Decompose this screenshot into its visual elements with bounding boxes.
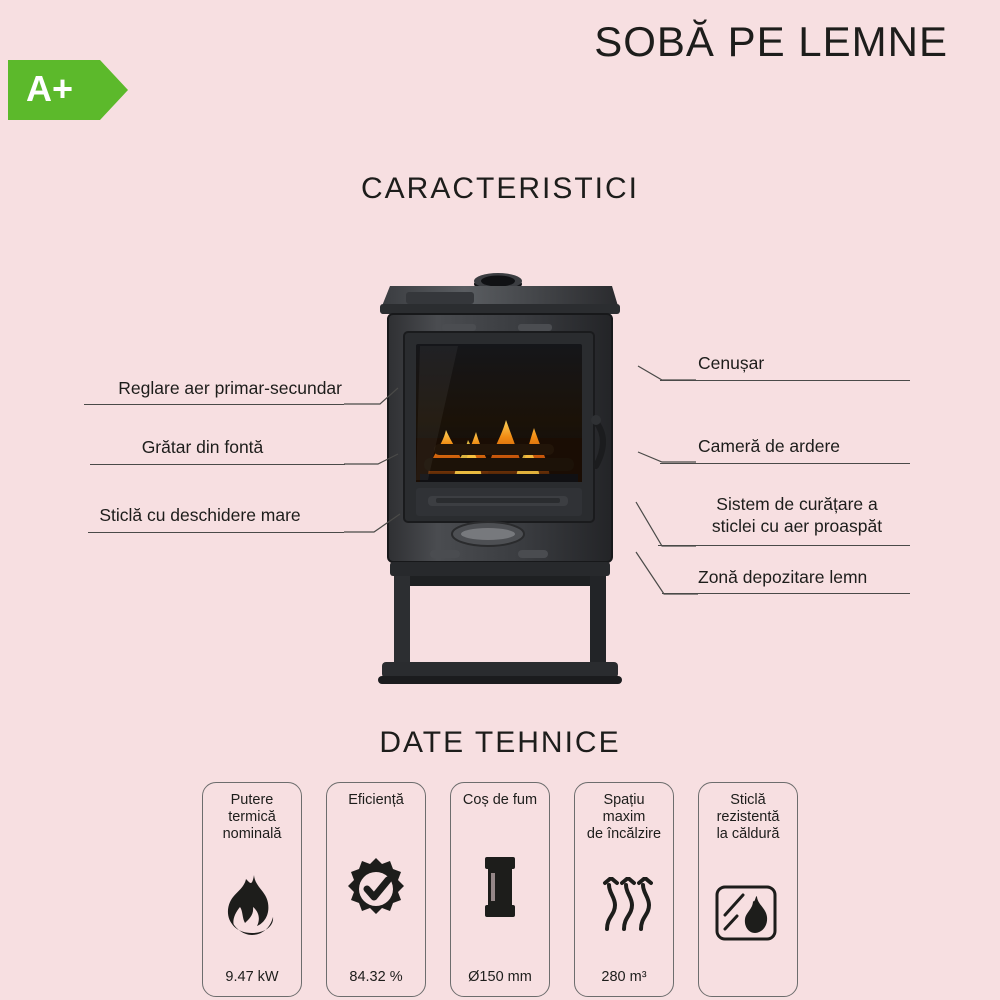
spec-volume-title-line1: Spațiu (603, 792, 645, 808)
spec-power-title (223, 792, 282, 843)
spec-volume-title (587, 792, 661, 843)
callout-left-3: Sticlă cu deschidere mare (99, 505, 301, 525)
callout-left-3-rule (88, 532, 344, 533)
callout-left-2: Grătar din fontă (141, 437, 264, 457)
spec-power-title-line3: nominală (222, 826, 282, 843)
features-section-title: CARACTERISTICI (360, 172, 640, 205)
callout-right-2-leader (636, 446, 696, 470)
callout-left-1-leader (344, 386, 400, 410)
spec-card-row (0, 782, 1000, 997)
spec-efficiency-value: 84.32 % (349, 969, 403, 985)
spec-glass-title-line3: la căldură (716, 826, 780, 843)
spec-efficiency-title (348, 792, 404, 809)
spec-card-heat-glass (698, 782, 798, 997)
callout-right-1-leader (636, 362, 696, 386)
callout-right-3-leader (634, 498, 696, 550)
spec-power-title-line1: Putere (230, 792, 274, 808)
energy-label-badge (8, 60, 128, 120)
heat-glass-icon (705, 843, 791, 985)
callout-right-4-leader (634, 548, 698, 598)
callout-right-3 (692, 494, 902, 538)
spec-power-title-line2: termică (228, 809, 276, 826)
spec-volume-title-line3: de încălzire (586, 826, 662, 843)
spec-glass-title (717, 792, 780, 843)
spec-glass-title-line1: Sticlă (730, 792, 766, 808)
spec-volume-title-line2: maxim (602, 809, 646, 826)
heat-waves-icon (581, 843, 667, 969)
spec-card-flue (450, 782, 550, 997)
spec-power-value: 9.47 kW (225, 969, 279, 985)
spec-flue-title-line1: Coș de fum (462, 792, 538, 808)
gear-check-icon (333, 809, 419, 969)
spec-flue-value: Ø150 mm (468, 969, 532, 985)
spec-glass-title-line2: rezistentă (716, 809, 780, 826)
spec-card-power (202, 782, 302, 997)
wood-stove-illustration (368, 262, 632, 694)
callout-left-2-leader (344, 448, 400, 472)
callout-right-1-rule (660, 380, 910, 381)
callout-left-1-rule (84, 404, 344, 405)
callout-right-2-rule (660, 463, 910, 464)
callout-left-1: Reglare aer primar-secundar (118, 378, 342, 398)
callout-right-1: Cenușar (698, 353, 765, 373)
callout-right-4-rule (662, 593, 910, 594)
callout-right-3-line1: Sistem de curățare a (716, 494, 878, 514)
spec-volume-value: 280 m³ (601, 969, 647, 985)
callout-right-4: Zonă depozitare lemn (698, 567, 868, 587)
spec-flue-title (463, 792, 537, 809)
energy-label-text: A+ (26, 68, 74, 109)
callout-right-3-line2: sticlei cu aer proaspăt (711, 515, 883, 536)
technical-section-title: DATE TEHNICE (379, 726, 621, 759)
page-title: SOBĂ PE LEMNE (594, 18, 948, 65)
spec-efficiency-title-line1: Eficiență (348, 792, 404, 808)
callout-right-2: Cameră de ardere (698, 436, 841, 456)
callout-left-2-rule (90, 464, 345, 465)
spec-card-efficiency (326, 782, 426, 997)
flame-icon (209, 843, 295, 969)
spec-card-heating-volume (574, 782, 674, 997)
flue-pipe-icon (457, 809, 543, 969)
callout-left-3-leader (344, 506, 402, 536)
